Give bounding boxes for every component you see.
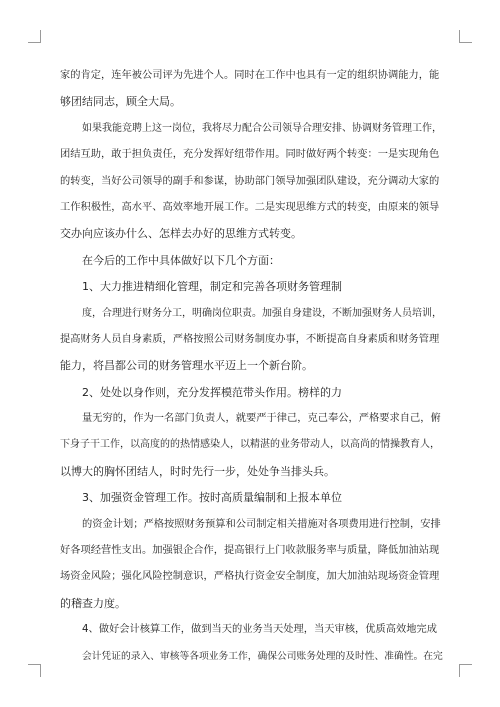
text-line: 如果我能竞聘上这一岗位，我将尽力配合公司领导合理安排、协调财务管理工作，	[82, 122, 442, 134]
text-line: 以博大的胸怀团结人，时时先行一步，处处争当排头兵。	[60, 464, 335, 478]
text-line: 够团结同志，顾全大局。	[60, 95, 181, 109]
text-line: 团结互助，敢于担负责任，充分发挥好纽带作用。同时做好两个转变：一是实现角色	[60, 148, 440, 161]
text-line: 能力，将昌都公司的财务管理水平迈上一个新台阶。	[60, 359, 313, 373]
text-line: 会计凭证的录入、审核等各项业务工作，确保公司账务处理的及时性、准确性。在完	[82, 650, 443, 662]
text-line: 工作积极性，高水平、高效率地开展工作。二是实现思维方式的转变，由原来的领导	[60, 200, 440, 213]
text-line: 提高财务人员自身素质，严格按照公司财务制度办事，不断提高自身素质和财务管理	[60, 332, 440, 345]
text-line: 的稽查力度。	[60, 596, 126, 610]
text-line: 交办向应该办什么、怎样去办好的思维方式转变。	[60, 227, 302, 241]
crop-mark-bottom-left	[28, 664, 41, 677]
text-line: 家的肯定，连年被公司评为先进个人。同时在工作中也具有一定的组织协调能力，能	[60, 69, 440, 81]
text-line: 1、大力推进精细化管理，制定和完善各项财务管理制	[82, 280, 342, 294]
crop-mark-top-left	[28, 30, 41, 43]
text-line: 下身子干工作，以高度的的热情感染人，以精湛的业务带动人，以高尚的情操教育人，	[60, 439, 440, 451]
text-line: 度，合理进行财务分工，明确岗位职责。加强自身建设，不断加强财务人员培训，	[82, 307, 442, 319]
text-line: 4、做好会计核算工作，做到当天的业务当天处理，当天审核，优质高效地完成	[82, 623, 438, 636]
text-line: 2、处处以身作则，充分发挥模范带头作用。榜样的力	[82, 385, 342, 399]
text-line: 的转变，当好公司领导的副手和参谋，协助部门领导加强团队建设，充分调动大家的	[60, 174, 440, 187]
text-line: 在今后的工作中具体做好以下几个方面：	[82, 253, 280, 267]
crop-mark-top-right	[459, 30, 472, 43]
text-line: 量无穷的，作为一名部门负责人，就要严于律己，克己奉公，严格要求自己，俯	[82, 412, 441, 425]
text-line: 场资金风险；强化风险控制意识，严格执行资金安全制度，加大加油站现场资金管理	[60, 570, 440, 583]
text-line: 好各项经营性支出。加强银企合作，提高银行上门收款服务率与质量，降低加油站现	[60, 544, 440, 557]
text-line: 的资金计划；严格按照财务预算和公司制定相关措施对各项费用进行控制，安排	[82, 517, 441, 530]
crop-mark-bottom-right	[459, 664, 472, 677]
text-line: 3、加强资金管理工作。按时高质量编制和上报本单位	[82, 491, 342, 505]
document-body	[60, 69, 445, 676]
